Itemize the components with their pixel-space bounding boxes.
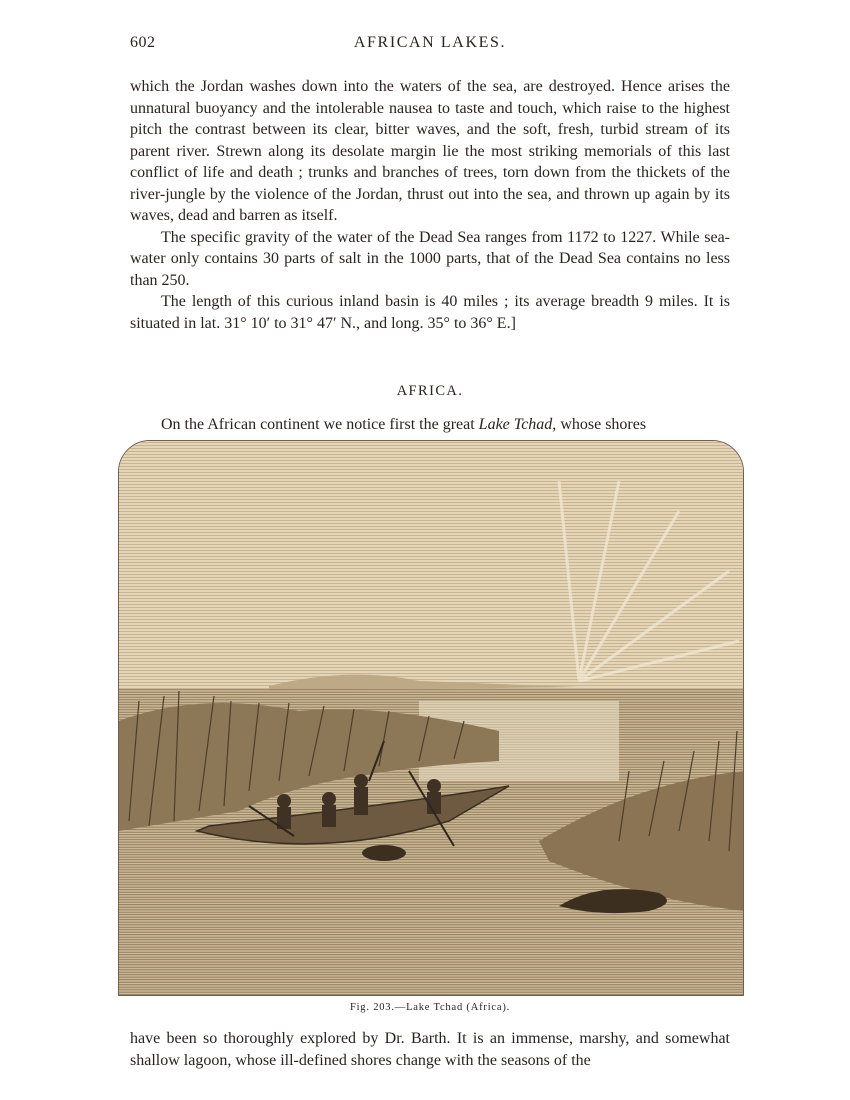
paragraph: The specific gravity of the water of the Dead Sea ranges from 1172 to 1227. While sea-water only contains 30 parts of salt in the 1000 parts, that of the Dead Sea contains no less than 250. [130, 228, 730, 289]
lake-name: Lake Tchad, [478, 416, 557, 433]
paragraph: which the Jordan washes down into the waters of the sea, are destroyed. Hence arises the unnatural buoyancy and the intolerable nausea to taste and touch, which raise to the highest pitch the contrast between its clear, bitter waves, and the soft, fresh, turbid stream of its parent river. Strewn along its desolate margin lie the most striking memorials of this last conflict of life and death ; trunks and branches of trees, torn down from the thickets of the river-jungle by the violence of the Jordan, thrust out into the sea, and thrown up again by its waves, dead and barren as itself. [130, 78, 730, 224]
africa-intro [130, 414, 730, 436]
hippo-head [362, 845, 406, 861]
figure-caption: Fig. 203.—Lake Tchad (Africa). [349, 1002, 511, 1013]
paragraph: have been so thoroughly explored by Dr. Barth. It is an immense, marshy, and somewhat shallow lagoon, whose ill-defined shores change with the seasons of the [130, 1030, 730, 1069]
engraving-illustration [119, 441, 744, 996]
paragraph: The length of this curious inland basin is 40 miles ; its average breadth 9 miles. It is situated in lat. 31° 10′ to 31° 47′ N., and long. 35° to 36° E.] [130, 293, 730, 332]
intro-text-end: whose shores [556, 416, 647, 433]
page-header [130, 34, 730, 60]
paragraph [130, 414, 730, 436]
body-text-top [130, 76, 730, 334]
intro-text: On the African continent we notice first the great [161, 416, 479, 433]
section-heading: AFRICA. [396, 383, 464, 399]
lake-tchad-engraving [118, 440, 744, 996]
body-text-bottom [130, 1028, 730, 1071]
page-number: 602 [130, 34, 156, 51]
running-head: AFRICAN LAKES. [353, 34, 507, 51]
